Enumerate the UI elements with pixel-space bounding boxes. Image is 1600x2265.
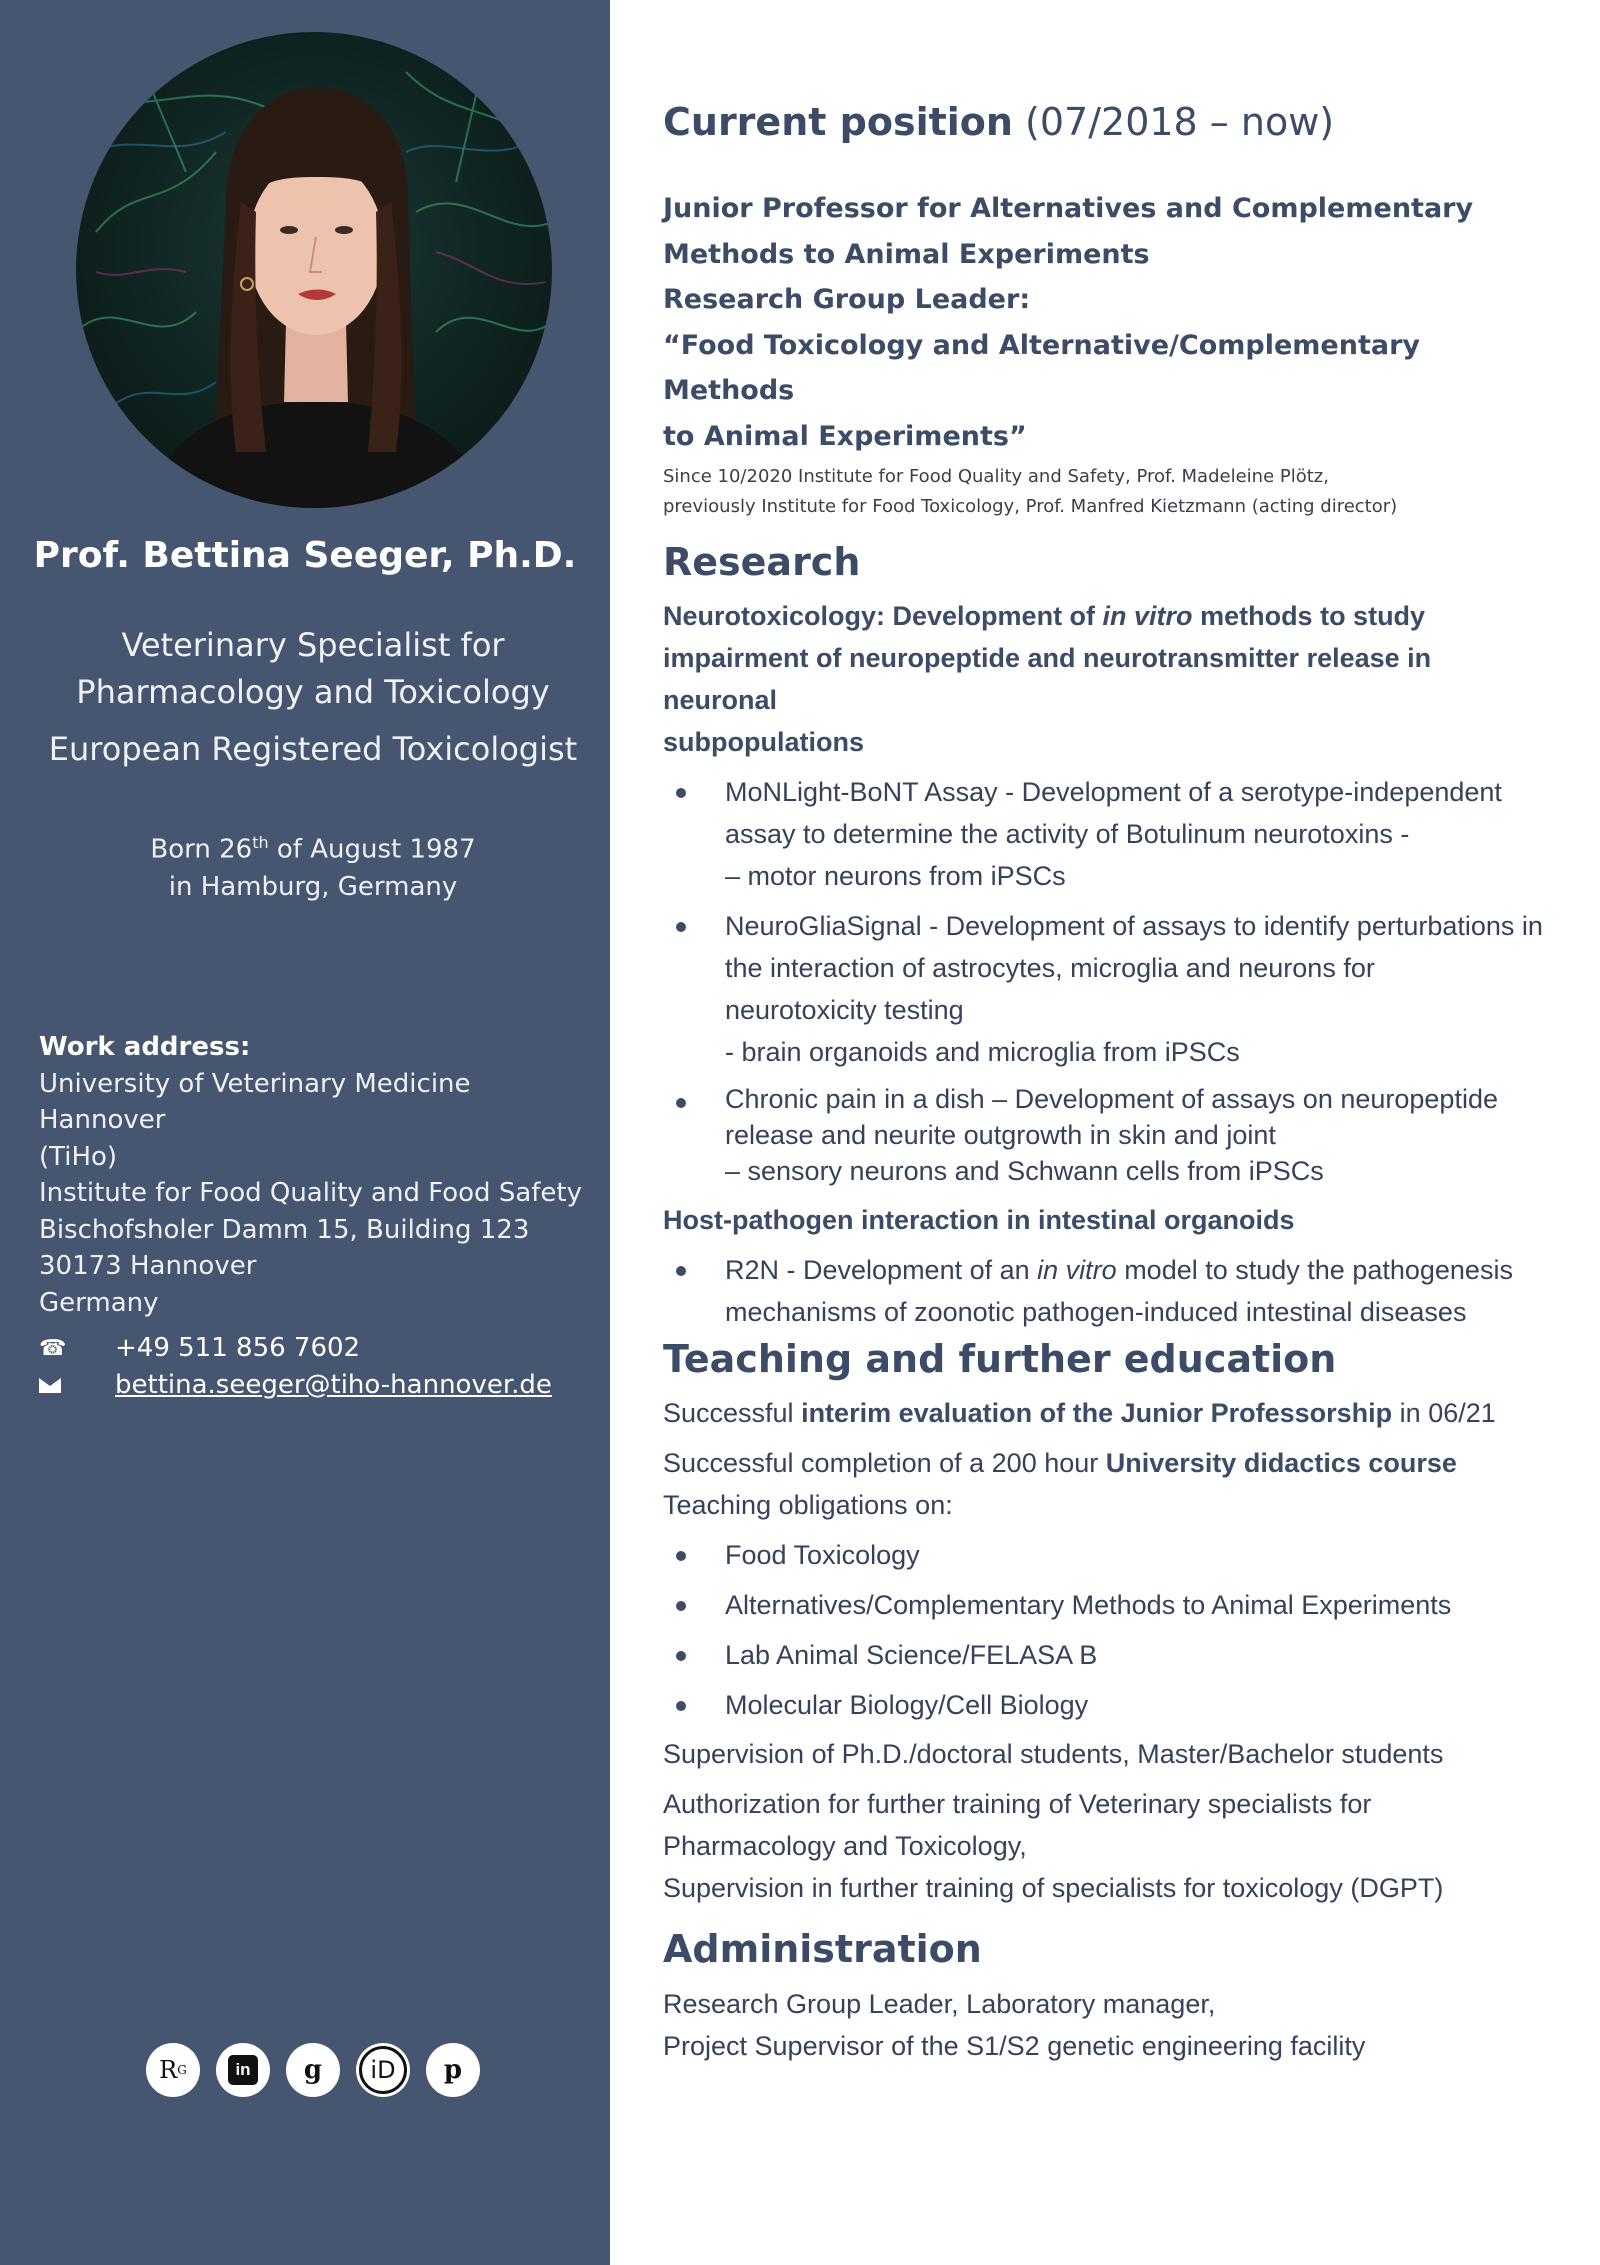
list-item: [663, 771, 1543, 897]
birth-place: in Hamburg, Germany: [168, 871, 458, 902]
address-line: Germany: [39, 1287, 159, 1318]
social-links: [146, 2043, 480, 2097]
position-note-line: previously Institute for Food Toxicology, Prof. Manfred Kietzmann (acting director): [663, 496, 1398, 517]
portrait-image: [76, 32, 552, 508]
phone-number[interactable]: +49 511 856 7602: [115, 1333, 361, 1363]
list-item: Food Toxicology: [663, 1534, 1543, 1576]
contact-block: [39, 1330, 599, 1404]
neurotoxicology-heading-line: impairment of neuropeptide and neurotransmitter release in neuronal: [663, 643, 1432, 715]
phone-row: [39, 1330, 599, 1367]
birth-date: [0, 824, 626, 869]
eval-bold: interim evaluation of the Junior Professorship: [801, 1398, 1393, 1428]
project-line: [725, 1249, 1543, 1291]
neuro-heading-suffix: methods to study: [1192, 601, 1426, 631]
project-line: assay to determine the activity of Botulinum neurotoxins -: [725, 819, 1410, 849]
evaluation-line: [663, 1392, 1543, 1434]
project-line: MoNLight-BoNT Assay - Development of a serotype-independent: [725, 777, 1502, 807]
google-scholar-icon[interactable]: [286, 2043, 340, 2097]
neurotoxicology-projects: [663, 771, 1543, 1189]
email-row: [39, 1367, 599, 1404]
project-line: NeuroGliaSignal - Development of assays to identify perturbations in: [725, 911, 1543, 941]
work-address-label: Work address:: [39, 1032, 251, 1062]
project-line: - brain organoids and microglia from iPSCs: [725, 1037, 1240, 1067]
list-item: Alternatives/Complementary Methods to Animal Experiments: [663, 1584, 1543, 1626]
teaching-heading: Teaching and further education: [663, 1337, 1337, 1381]
work-address: [39, 1029, 599, 1321]
linkedin-letters: in: [228, 2055, 258, 2085]
eval-prefix: Successful: [663, 1398, 802, 1428]
researchgate-letter: R: [159, 2056, 178, 2084]
specialty-block: [0, 622, 626, 773]
host-item-prefix: R2N - Development of an: [725, 1255, 1038, 1285]
research-section: [663, 595, 1543, 1333]
project-line: Chronic pain in a dish – Development of assays on neuropeptide: [725, 1084, 1498, 1114]
teaching-section: [663, 1392, 1543, 1909]
position-title-line: “Food Toxicology and Alternative/Complementary Methods: [663, 329, 1420, 406]
researchgate-icon[interactable]: [146, 2043, 200, 2097]
birth-date-suffix: of August 1987: [268, 834, 476, 865]
neurotoxicology-heading-line: subpopulations: [663, 727, 864, 757]
linkedin-icon[interactable]: [216, 2043, 270, 2097]
list-item: Lab Animal Science/FELASA B: [663, 1634, 1543, 1676]
authorization-line: Supervision in further training of specialists for toxicology (DGPT): [663, 1873, 1444, 1903]
host-pathogen-heading: Host-pathogen interaction in intestinal organoids: [663, 1205, 1295, 1235]
host-pathogen-projects: [663, 1249, 1543, 1333]
administration-line: Project Supervisor of the S1/S2 genetic engineering facility: [663, 2031, 1366, 2061]
list-item: [663, 1081, 1543, 1189]
administration-section: [663, 1983, 1543, 2067]
specialty-line: Veterinary Specialist for: [121, 626, 505, 664]
birth-date-prefix: Born 26: [150, 834, 253, 865]
orcid-icon[interactable]: [356, 2043, 410, 2097]
authorization-line: Authorization for further training of Veterinary specialists for: [663, 1789, 1372, 1819]
list-item: [663, 1249, 1543, 1333]
administration-line: Research Group Leader, Laboratory manager,: [663, 1989, 1216, 2019]
project-line: – motor neurons from iPSCs: [725, 861, 1066, 891]
address-line: Bischofsholer Damm 15, Building 123: [39, 1214, 530, 1245]
project-line: neurotoxicity testing: [725, 995, 964, 1025]
publons-icon[interactable]: [426, 2043, 480, 2097]
address-line: Institute for Food Quality and Food Safety: [39, 1178, 582, 1208]
birth-info: [0, 824, 626, 906]
phone-icon: ☎: [39, 1336, 67, 1361]
profile-photo: [76, 32, 552, 508]
project-line: release and neurite outgrowth in skin and joint: [725, 1120, 1276, 1150]
orcid-letters: iD: [370, 2056, 396, 2084]
research-heading: Research: [663, 540, 861, 584]
mail-icon: [39, 1378, 61, 1393]
person-name: Prof. Bettina Seeger, Ph.D.: [33, 535, 577, 576]
publons-letter: p: [443, 2055, 463, 2085]
list-item: [663, 905, 1543, 1073]
list-item: Molecular Biology/Cell Biology: [663, 1684, 1543, 1726]
eval-suffix: in 06/21: [1392, 1398, 1496, 1428]
neuro-heading-italic: in vitro: [1102, 601, 1193, 631]
registration-line: European Registered Toxicologist: [48, 730, 578, 768]
email-link[interactable]: bettina.seeger@tiho-hannover.de: [115, 1370, 552, 1400]
address-line: (TiHo): [39, 1141, 118, 1172]
researchgate-sup: G: [177, 2063, 187, 2077]
neuro-heading-prefix: Neurotoxicology: Development of: [663, 601, 1103, 631]
didactics-line: [663, 1442, 1543, 1484]
address-line: University of Veterinary Medicine Hannover: [39, 1068, 471, 1135]
host-item-italic: in vitro: [1037, 1255, 1117, 1285]
position-note-line: Since 10/2020 Institute for Food Quality and Safety, Prof. Madeleine Plötz,: [663, 466, 1329, 487]
birth-date-ordinal: th: [252, 833, 269, 852]
position-note: [663, 462, 1543, 522]
current-position-dates: (07/2018 – now): [1012, 100, 1335, 144]
current-position-title: Current position: [663, 100, 1013, 144]
obligations-line: Teaching obligations on:: [663, 1490, 953, 1520]
project-line: mechanisms of zoonotic pathogen-induced intestinal diseases: [725, 1297, 1467, 1327]
google-scholar-letter: g: [303, 2055, 323, 2085]
teaching-topics: [663, 1534, 1543, 1726]
current-position-heading: [663, 100, 1334, 144]
project-line: the interaction of astrocytes, microglia and neurons for: [725, 953, 1375, 983]
position-title-line: Methods to Animal Experiments: [663, 238, 1150, 270]
sidebar: [0, 0, 610, 2265]
project-line: – sensory neurons and Schwann cells from iPSCs: [725, 1156, 1324, 1186]
administration-heading: Administration: [663, 1927, 982, 1971]
position-title-line: Research Group Leader:: [663, 284, 1031, 315]
specialty-line: Pharmacology and Toxicology: [76, 673, 550, 711]
current-position-details: [663, 186, 1543, 522]
address-line: 30173 Hannover: [39, 1251, 257, 1281]
supervision-line: Supervision of Ph.D./doctoral students, Master/Bachelor students: [663, 1739, 1444, 1769]
position-title-line: Junior Professor for Alternatives and Complementary: [663, 193, 1474, 224]
host-item-suffix: model to study the pathogenesis: [1116, 1255, 1513, 1285]
position-title-line: to Animal Experiments”: [663, 420, 1027, 452]
course-bold: University didactics course: [1105, 1448, 1457, 1478]
course-prefix: Successful completion of a 200 hour: [663, 1448, 1106, 1478]
neurotoxicology-heading: [663, 595, 1543, 637]
authorization-line: Pharmacology and Toxicology,: [663, 1831, 1027, 1861]
